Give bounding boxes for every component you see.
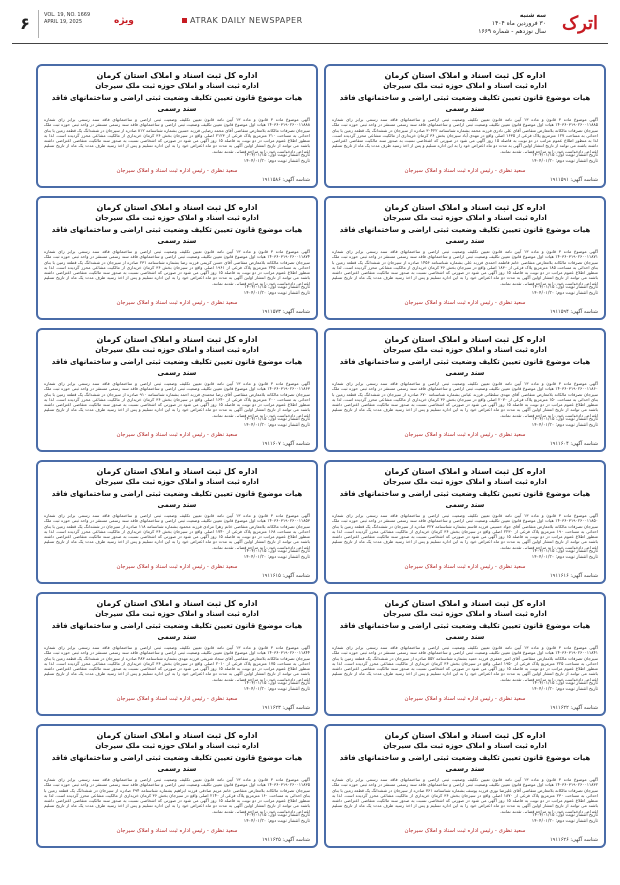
notice-id: شناسه آگهی: ۱۹۱۱۶۲۳ (261, 705, 310, 711)
square-bullet-icon (182, 18, 187, 23)
notice-date-1: تاریخ انتشار نوبت اول: ۱۴۰۴/۰۱/۱۵ (244, 285, 310, 290)
notice-card (324, 724, 606, 848)
notice-date-2: تاریخ انتشار نوبت دوم: ۱۴۰۴/۰۱/۳۰ (531, 555, 598, 560)
notice-title-2: اداره ثبت اسناد و املاک حوزه ثبت ملک سیرجان (95, 82, 259, 90)
notice-body: آگهی موضوع ماده ۳ قانون و ماده ۱۳ آیین نامه قانون تعیین تکلیف وضعیت ثبتی اراضی و ساختمانهای فاقد سند رسمی برابر رای شماره ۱۴۰۳۶۰۳۱۹۰۲۶۰۰۱۱۸۸۵ هیات اول موضوع قانون تعیین تکلیف وضعیت ثبتی اراضی و ساختمانهای فاقد سند رسمی مستقر در واحد ثبتی حوزه ثبت ملک سیرجان تصرفات مالکانه بلامعارض متقاضی آقای علی نادری فرزند محمد بشماره شناسنامه ۳۰۴۲۲ صادره از سیرجان در ششدانگ یک قطعه زمین با بنای احداثی به مساحت ۱۲۷ مترمربع پلاک فرعی از ۱۶۳۵ اصلی واقع در مهدی آباد سیرجان بخش ۳۶ کرمان خریداری از مالکیت مشاعی محرز گردیده است. لذا به منظور اطلاع عموم مراتب در دو نوبت به فاصله ۱۵ روز آگهی می شود در صورتی که اشخاصی نسبت به صدور سند مالکیت متقاضی اعتراضی داشته باشند می توانند از تاریخ انتشار اولین آگهی به مدت دو ماه اعتراض خود را به این اداره تسلیم و پس از اخذ رسید ظرف مدت یک ماه از تاریخ تسلیم اعتراض دادخواست خود را به مراجع قضایی تقدیم نمایند. (332, 117, 598, 153)
notice-card (36, 592, 318, 716)
notice-date-2: تاریخ انتشار نوبت دوم: ۱۴۰۴/۰۱/۳۰ (531, 819, 598, 824)
notice-title-3: هیات موضوع قانون تعیین تکلیف وضعیت ثبتی اراضی و ساختمانهای فاقد سند رسمی (339, 490, 591, 509)
notice-title-3: هیات موضوع قانون تعیین تکلیف وضعیت ثبتی اراضی و ساختمانهای فاقد سند رسمی (51, 94, 303, 113)
notice-date-2: تاریخ انتشار نوبت دوم: ۱۴۰۴/۰۱/۳۰ (531, 423, 598, 428)
notice-card (324, 64, 606, 188)
notice-signer: سعید نظری - رئیس اداره ثبت اسناد و املاک سیرجان (116, 696, 238, 702)
notice-body: آگهی موضوع ماده ۳ قانون و ماده ۱۳ آیین نامه قانون تعیین تکلیف وضعیت ثبتی اراضی و ساختمانهای فاقد سند رسمی برابر رای شماره ۱۴۰۳۶۰۳۱۹۰۲۶۰۰۱۱۸۶۰ هیات اول موضوع قانون تعیین تکلیف وضعیت ثبتی اراضی و ساختمانهای فاقد سند رسمی مستقر در واحد ثبتی حوزه ثبت ملک سیرجان تصرفات مالکانه بلامعارض متقاضی آقای مهدی سلطانی فرزند عباس بشماره شناسنامه ۶۷۰ صادره از سیرجان در ششدانگ یک قطعه زمین با بنای احداثی به مساحت ۱۵۰ مترمربع پلاک فرعی از ۲۰۷۰ اصلی واقع در سیرجان بخش ۳۶ کرمان خریداری از مالکیت مشاعی محرز گردیده است. لذا به منظور اطلاع عموم مراتب در دو نوبت به فاصله ۱۵ روز آگهی می شود در صورتی که اشخاصی نسبت به صدور سند مالکیت متقاضی اعتراضی داشته باشند می توانند از تاریخ انتشار اولین آگهی به مدت دو ماه اعتراض خود را به این اداره تسلیم و پس از اخذ رسید ظرف مدت یک ماه از تاریخ تسلیم اعتراض دادخواست خود را به مراجع قضایی تقدیم نمایند. (332, 381, 598, 417)
notice-card (324, 328, 606, 452)
notice-title-1: اداره کل ثبت اسناد و املاک استان کرمان (384, 203, 546, 212)
notice-title-2: اداره ثبت اسناد و املاک حوزه ثبت ملک سیرجان (383, 346, 547, 354)
notice-title-2: اداره ثبت اسناد و املاک حوزه ثبت ملک سیرجان (383, 610, 547, 618)
notice-title-3: هیات موضوع قانون تعیین تکلیف وضعیت ثبتی اراضی و ساختمانهای فاقد سند رسمی (339, 358, 591, 377)
day-label: سه شنبه (519, 12, 546, 19)
notice-body: آگهی موضوع ماده ۳ قانون و ماده ۱۳ آیین نامه قانون تعیین تکلیف وضعیت ثبتی اراضی و ساختمانهای فاقد سند رسمی برابر رای شماره ۱۴۰۳۶۰۳۱۹۰۲۶۰۰۱۱۸۷۱ هیات اول موضوع قانون تعیین تکلیف وضعیت ثبتی اراضی و ساختمانهای فاقد سند رسمی مستقر در واحد ثبتی حوزه ثبت ملک سیرجان تصرفات مالکانه بلامعارض متقاضی خانم فاطمه احمدی فرزند علی بشماره شناسنامه ۱۴۵۶ صادره از سیرجان در ششدانگ یک قطعه زمین با بنای احداثی به مساحت ۱۸۵ مترمربع پلاک فرعی از ۱۸۳۰ اصلی واقع در سیرجان بخش ۳۶ کرمان خریداری از مالکیت مشاعی محرز گردیده است. لذا به منظور اطلاع عموم مراتب در دو نوبت به فاصله ۱۵ روز آگهی می شود در صورتی که اشخاصی نسبت به صدور سند مالکیت متقاضی اعتراضی داشته باشند می توانند از تاریخ انتشار اولین آگهی به مدت دو ماه اعتراض خود را به این اداره تسلیم و پس از اخذ رسید ظرف مدت یک ماه از تاریخ تسلیم اعتراض دادخواست خود را به مراجع قضایی تقدیم نمایند. (332, 249, 598, 285)
notice-date-2: تاریخ انتشار نوبت دوم: ۱۴۰۴/۰۱/۳۰ (243, 819, 310, 824)
notice-title-1: اداره کل ثبت اسناد و املاک استان کرمان (96, 731, 258, 740)
notice-signer: سعید نظری - رئیس اداره ثبت اسناد و املاک سیرجان (404, 828, 526, 834)
notice-title-3: هیات موضوع قانون تعیین تکلیف وضعیت ثبتی اراضی و ساختمانهای فاقد سند رسمی (51, 490, 303, 509)
header-rule (12, 43, 608, 44)
notice-signer: سعید نظری - رئیس اداره ثبت اسناد و املاک سیرجان (404, 432, 526, 438)
notice-title-3: هیات موضوع قانون تعیین تکلیف وضعیت ثبتی اراضی و ساختمانهای فاقد سند رسمی (51, 622, 303, 641)
notice-card (36, 328, 318, 452)
notice-title-1: اداره کل ثبت اسناد و املاک استان کرمان (384, 731, 546, 740)
notice-id: شناسه آگهی: ۱۹۱۱۶۰۷ (261, 441, 310, 447)
notice-date-2: تاریخ انتشار نوبت دوم: ۱۴۰۴/۰۱/۳۰ (531, 291, 598, 296)
notice-date-1: تاریخ انتشار نوبت اول: ۱۴۰۴/۰۱/۱۵ (532, 153, 598, 158)
notice-signer: سعید نظری - رئیس اداره ثبت اسناد و املاک سیرجان (116, 300, 238, 306)
notice-id: شناسه آگهی: ۱۹۱۱۶۲۲ (549, 705, 598, 711)
notice-title-1: اداره کل ثبت اسناد و املاک استان کرمان (96, 599, 258, 608)
notice-title-1: اداره کل ثبت اسناد و املاک استان کرمان (96, 203, 258, 212)
notice-title-1: اداره کل ثبت اسناد و املاک استان کرمان (96, 71, 258, 80)
notice-title-3: هیات موضوع قانون تعیین تکلیف وضعیت ثبتی اراضی و ساختمانهای فاقد سند رسمی (339, 94, 591, 113)
notice-signer: سعید نظری - رئیس اداره ثبت اسناد و املاک سیرجان (116, 432, 238, 438)
newspaper-logo: اترک (561, 13, 599, 34)
notice-id: شناسه آگهی: ۱۹۱۱۶۲۶ (549, 837, 598, 843)
notice-id: شناسه آگهی: ۱۹۱۱۶۲۵ (261, 837, 310, 843)
section-title: ویژه (114, 16, 134, 26)
issue-label: سال نوزدهم - شماره ۱۶۶۹ (478, 28, 546, 35)
notice-card (324, 460, 606, 584)
notice-date-2: تاریخ انتشار نوبت دوم: ۱۴۰۴/۰۱/۳۰ (243, 687, 310, 692)
notice-card (36, 196, 318, 320)
notice-date-1: تاریخ انتشار نوبت اول: ۱۴۰۴/۰۱/۱۵ (244, 813, 310, 818)
notice-card (324, 196, 606, 320)
notice-date-1: تاریخ انتشار نوبت اول: ۱۴۰۴/۰۱/۱۵ (244, 153, 310, 158)
notice-id: شناسه آگهی: ۱۹۱۱۶۱۵ (261, 573, 310, 579)
notice-title-3: هیات موضوع قانون تعیین تکلیف وضعیت ثبتی اراضی و ساختمانهای فاقد سند رسمی (339, 754, 591, 773)
date-label: ۳۰ فروردین ماه ۱۴۰۴ (491, 20, 546, 27)
notice-body: آگهی موضوع ماده ۳ قانون و ماده ۱۳ آیین نامه قانون تعیین تکلیف وضعیت ثبتی اراضی و ساختمانهای فاقد سند رسمی برابر رای شماره ۱۴۰۳۶۰۳۱۹۰۲۶۰۰۱۱۸۵۳ هیات اول موضوع قانون تعیین تکلیف وضعیت ثبتی اراضی و ساختمانهای فاقد سند رسمی مستقر در واحد ثبتی حوزه ثبت ملک سیرجان تصرفات مالکانه بلامعارض متقاضی خانم زهرا مرادی فرزند محمود بشماره شناسنامه ۱۱۸ صادره از سیرجان در ششدانگ یک قطعه زمین با بنای احداثی به مساحت ۱۶۸ مترمربع پلاک فرعی از ۱۷۴۰ اصلی واقع در سیرجان بخش ۳۶ کرمان خریداری از مالکیت مشاعی محرز گردیده است. لذا به منظور اطلاع عموم مراتب در دو نوبت به فاصله ۱۵ روز آگهی می شود در صورتی که اشخاصی نسبت به صدور سند مالکیت متقاضی اعتراضی داشته باشند می توانند از تاریخ انتشار اولین آگهی به مدت دو ماه اعتراض خود را به این اداره تسلیم و پس از اخذ رسید ظرف مدت یک ماه از تاریخ تسلیم اعتراض دادخواست خود را به مراجع قضایی تقدیم نمایند. (44, 513, 310, 549)
notice-date-2: تاریخ انتشار نوبت دوم: ۱۴۰۴/۰۱/۳۰ (243, 555, 310, 560)
notice-card (36, 724, 318, 848)
notice-signer: سعید نظری - رئیس اداره ثبت اسناد و املاک سیرجان (116, 168, 238, 174)
notice-body: آگهی موضوع ماده ۳ قانون و ماده ۱۳ آیین نامه قانون تعیین تکلیف وضعیت ثبتی اراضی و ساختمانهای فاقد سند رسمی برابر رای شماره ۱۴۰۳۶۰۳۱۹۰۲۶۰۰۱۱۸۴۱ هیات اول موضوع قانون تعیین تکلیف وضعیت ثبتی اراضی و ساختمانهای فاقد سند رسمی مستقر در واحد ثبتی حوزه ثبت ملک سیرجان تصرفات مالکانه بلامعارض متقاضی آقای امیر جعفری فرزند حمید بشماره شناسنامه ۵۵۲ صادره از سیرجان در ششدانگ یک قطعه زمین با بنای احداثی به مساحت ۲۲۵ مترمربع پلاک فرعی از ۱۹۵۰ اصلی واقع در سیرجان بخش ۳۶ کرمان خریداری از مالکیت مشاعی محرز گردیده است. لذا به منظور اطلاع عموم مراتب در دو نوبت به فاصله ۱۵ روز آگهی می شود در صورتی که اشخاصی نسبت به صدور سند مالکیت متقاضی اعتراضی داشته باشند می توانند از تاریخ انتشار اولین آگهی به مدت دو ماه اعتراض خود را به این اداره تسلیم و پس از اخذ رسید ظرف مدت یک ماه از تاریخ تسلیم اعتراض دادخواست خود را به مراجع قضایی تقدیم نمایند. (332, 645, 598, 681)
page-header (12, 10, 608, 42)
notice-title-2: اداره ثبت اسناد و املاک حوزه ثبت ملک سیرجان (383, 742, 547, 750)
notice-body: آگهی موضوع ماده ۳ قانون و ماده ۱۳ آیین نامه قانون تعیین تکلیف وضعیت ثبتی اراضی و ساختمانهای فاقد سند رسمی برابر رای شماره ۱۴۰۳۶۰۳۱۹۰۲۶۰۰۱۱۸۸۸ هیات اول موضوع قانون تعیین تکلیف وضعیت ثبتی اراضی و ساختمانهای فاقد سند رسمی مستقر در واحد ثبتی حوزه ثبت ملک سیرجان تصرفات مالکانه بلامعارض متقاضی آقای محمد رضایی فرزند حسین بشماره شناسنامه ۸۱۲ صادره از سیرجان در ششدانگ یک قطعه زمین با بنای احداثی به مساحت ۲۱۰ مترمربع پلاک فرعی از ۲۱۲۳ اصلی واقع در سیرجان بخش ۳۶ کرمان خریداری از مالکیت مشاعی محرز گردیده است. لذا به منظور اطلاع عموم مراتب در دو نوبت به فاصله ۱۵ روز آگهی می شود در صورتی که اشخاصی نسبت به صدور سند مالکیت متقاضی اعتراضی داشته باشند می توانند از تاریخ انتشار اولین آگهی به مدت دو ماه اعتراض خود را به این اداره تسلیم و پس از اخذ رسید ظرف مدت یک ماه از تاریخ تسلیم اعتراض دادخواست خود را به مراجع قضایی تقدیم نمایند. (44, 117, 310, 153)
notice-title-3: هیات موضوع قانون تعیین تکلیف وضعیت ثبتی اراضی و ساختمانهای فاقد سند رسمی (51, 754, 303, 773)
notices-grid (26, 64, 610, 854)
notice-body: آگهی موضوع ماده ۳ قانون و ماده ۱۳ آیین نامه قانون تعیین تکلیف وضعیت ثبتی اراضی و ساختمانهای فاقد سند رسمی برابر رای شماره ۱۴۰۳۶۰۳۱۹۰۲۶۰۰۱۱۸۵۰ هیات اول موضوع قانون تعیین تکلیف وضعیت ثبتی اراضی و ساختمانهای فاقد سند رسمی مستقر در واحد ثبتی حوزه ثبت ملک سیرجان تصرفات مالکانه بلامعارض متقاضی آقای جواد حسینی فرزند قاسم بشماره شناسنامه ۳۲۷ صادره از سیرجان در ششدانگ یک قطعه زمین با بنای احداثی به مساحت ۱۹۰ مترمربع پلاک فرعی از ۲۲۳۰ اصلی واقع در سیرجان بخش ۳۶ کرمان خریداری از مالکیت مشاعی محرز گردیده است. لذا به منظور اطلاع عموم مراتب در دو نوبت به فاصله ۱۵ روز آگهی می شود در صورتی که اشخاصی نسبت به صدور سند مالکیت متقاضی اعتراضی داشته باشند می توانند از تاریخ انتشار اولین آگهی به مدت دو ماه اعتراض خود را به این اداره تسلیم و پس از اخذ رسید ظرف مدت یک ماه از تاریخ تسلیم اعتراض دادخواست خود را به مراجع قضایی تقدیم نمایند. (332, 513, 598, 549)
notice-id: شناسه آگهی: ۱۹۱۱۵۸۶ (261, 177, 310, 183)
volume-info: VOL. 19, NO. 1669 APRIL 19, 2025 (44, 12, 91, 25)
notice-body: آگهی موضوع ماده ۳ قانون و ماده ۱۳ آیین نامه قانون تعیین تکلیف وضعیت ثبتی اراضی و ساختمانهای فاقد سند رسمی برابر رای شماره ۱۴۰۳۶۰۳۱۹۰۲۶۰۰۱۱۸۶۳ هیات اول موضوع قانون تعیین تکلیف وضعیت ثبتی اراضی و ساختمانهای فاقد سند رسمی مستقر در واحد ثبتی حوزه ثبت ملک سیرجان تصرفات مالکانه بلامعارض متقاضی آقای رضا محمدی فرزند احمد بشماره شناسنامه ۹۱۰ صادره از سیرجان در ششدانگ یک قطعه زمین با بنای احداثی به مساحت ۲۰۰ مترمربع پلاک فرعی از ۱۶۴۰ اصلی واقع در سیرجان بخش ۳۶ کرمان خریداری از مالکیت مشاعی محرز گردیده است. لذا به منظور اطلاع عموم مراتب در دو نوبت به فاصله ۱۵ روز آگهی می شود در صورتی که اشخاصی نسبت به صدور سند مالکیت متقاضی اعتراضی داشته باشند می توانند از تاریخ انتشار اولین آگهی به مدت دو ماه اعتراض خود را به این اداره تسلیم و پس از اخذ رسید ظرف مدت یک ماه از تاریخ تسلیم اعتراض دادخواست خود را به مراجع قضایی تقدیم نمایند. (44, 381, 310, 417)
notice-id: شناسه آگهی: ۱۹۱۱۶۱۶ (549, 573, 598, 579)
notice-title-3: هیات موضوع قانون تعیین تکلیف وضعیت ثبتی اراضی و ساختمانهای فاقد سند رسمی (339, 226, 591, 245)
notice-title-2: اداره ثبت اسناد و املاک حوزه ثبت ملک سیرجان (95, 610, 259, 618)
notice-card (324, 592, 606, 716)
notice-card (36, 64, 318, 188)
notice-title-2: اداره ثبت اسناد و املاک حوزه ثبت ملک سیرجان (95, 346, 259, 354)
notice-title-3: هیات موضوع قانون تعیین تکلیف وضعیت ثبتی اراضی و ساختمانهای فاقد سند رسمی (339, 622, 591, 641)
notice-body: آگهی موضوع ماده ۳ قانون و ماده ۱۳ آیین نامه قانون تعیین تکلیف وضعیت ثبتی اراضی و ساختمانهای فاقد سند رسمی برابر رای شماره ۱۴۰۳۶۰۳۱۹۰۲۶۰۰۱۱۸۴۴ هیات اول موضوع قانون تعیین تکلیف وضعیت ثبتی اراضی و ساختمانهای فاقد سند رسمی مستقر در واحد ثبتی حوزه ثبت ملک سیرجان تصرفات مالکانه بلامعارض متقاضی آقای سجاد شریفی فرزند مهدی بشماره شناسنامه ۴۸۳ صادره از سیرجان در ششدانگ یک قطعه زمین با بنای احداثی به مساحت ۱۷۵ مترمربع پلاک فرعی از ۲۰۱۰ اصلی واقع در سیرجان بخش ۳۶ کرمان خریداری از مالکیت مشاعی محرز گردیده است. لذا به منظور اطلاع عموم مراتب در دو نوبت به فاصله ۱۵ روز آگهی می شود در صورتی که اشخاصی نسبت به صدور سند مالکیت متقاضی اعتراضی داشته باشند می توانند از تاریخ انتشار اولین آگهی به مدت دو ماه اعتراض خود را به این اداره تسلیم و پس از اخذ رسید ظرف مدت یک ماه از تاریخ تسلیم اعتراض دادخواست خود را به مراجع قضایی تقدیم نمایند. (44, 645, 310, 681)
notice-date-2: تاریخ انتشار نوبت دوم: ۱۴۰۴/۰۱/۳۰ (531, 687, 598, 692)
notice-id: شناسه آگهی: ۱۹۱۱۶۰۴ (549, 441, 598, 447)
notice-title-1: اداره کل ثبت اسناد و املاک استان کرمان (384, 599, 546, 608)
notice-date-1: تاریخ انتشار نوبت اول: ۱۴۰۴/۰۱/۱۵ (244, 549, 310, 554)
notice-title-1: اداره کل ثبت اسناد و املاک استان کرمان (384, 71, 546, 80)
notice-date-2: تاریخ انتشار نوبت دوم: ۱۴۰۴/۰۱/۳۰ (531, 159, 598, 164)
notice-date-1: تاریخ انتشار نوبت اول: ۱۴۰۴/۰۱/۱۵ (532, 417, 598, 422)
notice-id: شناسه آگهی: ۱۹۱۱۵۹۱ (549, 177, 598, 183)
notice-id: شناسه آگهی: ۱۹۱۱۵۷۳ (261, 309, 310, 315)
notice-title-2: اداره ثبت اسناد و املاک حوزه ثبت ملک سیرجان (95, 742, 259, 750)
notice-date-1: تاریخ انتشار نوبت اول: ۱۴۰۴/۰۱/۱۵ (532, 549, 598, 554)
notice-title-2: اداره ثبت اسناد و املاک حوزه ثبت ملک سیرجان (383, 214, 547, 222)
notice-date-2: تاریخ انتشار نوبت دوم: ۱۴۰۴/۰۱/۳۰ (243, 159, 310, 164)
notice-card (36, 460, 318, 584)
notice-title-2: اداره ثبت اسناد و املاک حوزه ثبت ملک سیرجان (95, 214, 259, 222)
notice-signer: سعید نظری - رئیس اداره ثبت اسناد و املاک سیرجان (404, 696, 526, 702)
notice-signer: سعید نظری - رئیس اداره ثبت اسناد و املاک سیرجان (116, 828, 238, 834)
notice-title-3: هیات موضوع قانون تعیین تکلیف وضعیت ثبتی اراضی و ساختمانهای فاقد سند رسمی (51, 226, 303, 245)
notice-title-1: اداره کل ثبت اسناد و املاک استان کرمان (96, 467, 258, 476)
notice-title-3: هیات موضوع قانون تعیین تکلیف وضعیت ثبتی اراضی و ساختمانهای فاقد سند رسمی (51, 358, 303, 377)
page-number: ۶ (12, 10, 39, 38)
notice-signer: سعید نظری - رئیس اداره ثبت اسناد و املاک سیرجان (116, 564, 238, 570)
notice-body: آگهی موضوع ماده ۳ قانون و ماده ۱۳ آیین نامه قانون تعیین تکلیف وضعیت ثبتی اراضی و ساختمانهای فاقد سند رسمی برابر رای شماره ۱۴۰۳۶۰۳۱۹۰۲۶۰۰۱۱۸۳۵ هیات اول موضوع قانون تعیین تکلیف وضعیت ثبتی اراضی و ساختمانهای فاقد سند رسمی مستقر در واحد ثبتی حوزه ثبت ملک سیرجان تصرفات مالکانه بلامعارض متقاضی خانم مریم صادقی فرزند ابراهیم بشماره شناسنامه ۲۹۴ صادره از سیرجان در ششدانگ یک قطعه زمین با بنای احداثی به مساحت ۱۶۰ مترمربع پلاک فرعی از ۲۱۴۰ اصلی واقع در سیرجان بخش ۳۶ کرمان خریداری از مالکیت مشاعی محرز گردیده است. لذا به منظور اطلاع عموم مراتب در دو نوبت به فاصله ۱۵ روز آگهی می شود در صورتی که اشخاصی نسبت به صدور سند مالکیت متقاضی اعتراضی داشته باشند می توانند از تاریخ انتشار اولین آگهی به مدت دو ماه اعتراض خود را به این اداره تسلیم و پس از اخذ رسید ظرف مدت یک ماه از تاریخ تسلیم اعتراض دادخواست خود را به مراجع قضایی تقدیم نمایند. (44, 777, 310, 813)
date-block (478, 12, 546, 36)
notice-body: آگهی موضوع ماده ۳ قانون و ماده ۱۳ آیین نامه قانون تعیین تکلیف وضعیت ثبتی اراضی و ساختمانهای فاقد سند رسمی برابر رای شماره ۱۴۰۳۶۰۳۱۹۰۲۶۰۰۱۱۸۳۲ هیات اول موضوع قانون تعیین تکلیف وضعیت ثبتی اراضی و ساختمانهای فاقد سند رسمی مستقر در واحد ثبتی حوزه ثبت ملک سیرجان تصرفات مالکانه بلامعارض متقاضی آقای علیرضا نوری فرزند یوسف بشماره شناسنامه ۷۶۱ صادره از سیرجان در ششدانگ یک قطعه زمین با بنای احداثی به مساحت ۲۳۰ مترمربع پلاک فرعی از ۱۸۷۰ اصلی واقع در سیرجان بخش ۳۶ کرمان خریداری از مالکیت مشاعی محرز گردیده است. لذا به منظور اطلاع عموم مراتب در دو نوبت به فاصله ۱۵ روز آگهی می شود در صورتی که اشخاصی نسبت به صدور سند مالکیت متقاضی اعتراضی داشته باشند می توانند از تاریخ انتشار اولین آگهی به مدت دو ماه اعتراض خود را به این اداره تسلیم و پس از اخذ رسید ظرف مدت یک ماه از تاریخ تسلیم اعتراض دادخواست خود را به مراجع قضایی تقدیم نمایند. (332, 777, 598, 813)
notice-title-2: اداره ثبت اسناد و املاک حوزه ثبت ملک سیرجان (95, 478, 259, 486)
notice-date-1: تاریخ انتشار نوبت اول: ۱۴۰۴/۰۱/۱۵ (244, 417, 310, 422)
notice-id: شناسه آگهی: ۱۹۱۱۵۹۴ (549, 309, 598, 315)
paper-name (182, 16, 303, 25)
notice-date-1: تاریخ انتشار نوبت اول: ۱۴۰۴/۰۱/۱۵ (532, 681, 598, 686)
notice-signer: سعید نظری - رئیس اداره ثبت اسناد و املاک سیرجان (404, 564, 526, 570)
paper-name-text: ATRAK DAILY NEWSPAPER (190, 16, 303, 25)
notice-title-1: اداره کل ثبت اسناد و املاک استان کرمان (96, 335, 258, 344)
notice-title-1: اداره کل ثبت اسناد و املاک استان کرمان (384, 467, 546, 476)
notice-date-2: تاریخ انتشار نوبت دوم: ۱۴۰۴/۰۱/۳۰ (243, 291, 310, 296)
notice-date-1: تاریخ انتشار نوبت اول: ۱۴۰۴/۰۱/۱۵ (532, 813, 598, 818)
notice-title-2: اداره ثبت اسناد و املاک حوزه ثبت ملک سیرجان (383, 478, 547, 486)
notice-date-1: تاریخ انتشار نوبت اول: ۱۴۰۴/۰۱/۱۵ (244, 681, 310, 686)
notice-date-2: تاریخ انتشار نوبت دوم: ۱۴۰۴/۰۱/۳۰ (243, 423, 310, 428)
notice-signer: سعید نظری - رئیس اداره ثبت اسناد و املاک سیرجان (404, 300, 526, 306)
notice-title-1: اداره کل ثبت اسناد و املاک استان کرمان (384, 335, 546, 344)
notice-body: آگهی موضوع ماده ۳ قانون و ماده ۱۳ آیین نامه قانون تعیین تکلیف وضعیت ثبتی اراضی و ساختمانهای فاقد سند رسمی برابر رای شماره ۱۴۰۳۶۰۳۱۹۰۲۶۰۰۱۱۸۷۴ هیات اول موضوع قانون تعیین تکلیف وضعیت ثبتی اراضی و ساختمانهای فاقد سند رسمی مستقر در واحد ثبتی حوزه ثبت ملک سیرجان تصرفات مالکانه بلامعارض متقاضی آقای حسن کریمی فرزند رضا بشماره شناسنامه ۲۳۱ صادره از سیرجان در ششدانگ یک قطعه زمین با بنای احداثی به مساحت ۲۴۵ مترمربع پلاک فرعی از ۱۹۶۱ اصلی واقع در سیرجان بخش ۳۶ کرمان خریداری از مالکیت مشاعی محرز گردیده است. لذا به منظور اطلاع عموم مراتب در دو نوبت به فاصله ۱۵ روز آگهی می شود در صورتی که اشخاصی نسبت به صدور سند مالکیت متقاضی اعتراضی داشته باشند می توانند از تاریخ انتشار اولین آگهی به مدت دو ماه اعتراض خود را به این اداره تسلیم و پس از اخذ رسید ظرف مدت یک ماه از تاریخ تسلیم اعتراض دادخواست خود را به مراجع قضایی تقدیم نمایند. (44, 249, 310, 285)
notice-date-1: تاریخ انتشار نوبت اول: ۱۴۰۴/۰۱/۱۵ (532, 285, 598, 290)
notice-signer: سعید نظری - رئیس اداره ثبت اسناد و املاک سیرجان (404, 168, 526, 174)
notice-title-2: اداره ثبت اسناد و املاک حوزه ثبت ملک سیرجان (383, 82, 547, 90)
